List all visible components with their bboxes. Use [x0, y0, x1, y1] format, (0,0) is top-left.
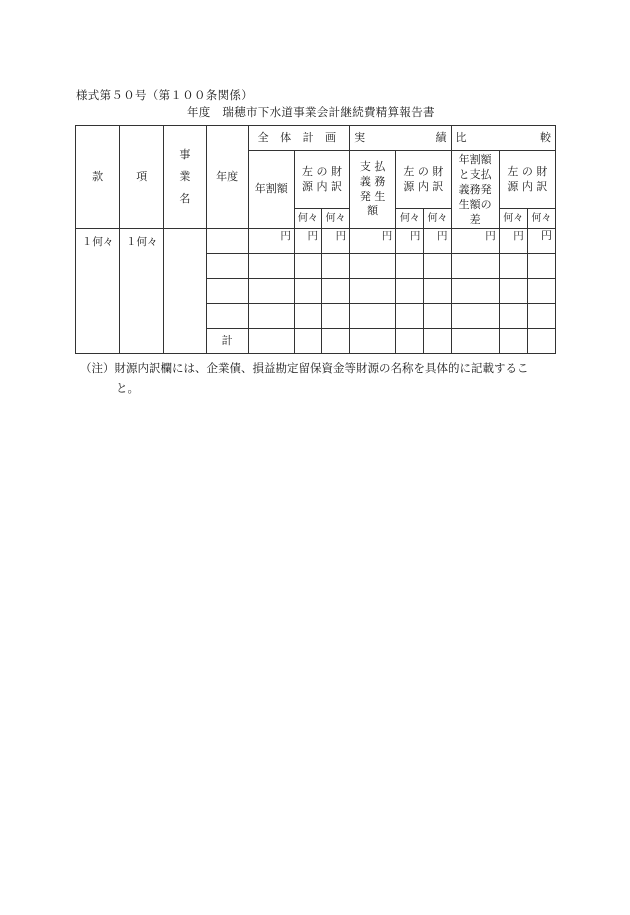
yen-unit: 円	[424, 229, 451, 254]
footnote-line-2: と。	[116, 381, 139, 395]
group-plan-header: 全 体 計 画	[248, 126, 349, 151]
footnote	[80, 358, 560, 398]
col-kou-header: 項	[120, 126, 164, 229]
form-number: 様式第５０号（第１００条関係）	[76, 88, 253, 102]
row-kou: １何々	[120, 229, 164, 354]
plan-sub-1: 何々	[294, 209, 321, 229]
yen-unit: 円	[350, 229, 396, 254]
table-row	[76, 229, 556, 254]
plan-annual-header: 年割額	[248, 151, 294, 229]
col-kan-header: 款	[76, 126, 120, 229]
yen-unit: 円	[451, 229, 499, 254]
settlement-report-table	[75, 125, 556, 354]
actual-obligation-header: 支 払 義 務 発 生 額	[350, 151, 396, 229]
group-compare-header: 比 較	[451, 126, 556, 151]
total-label: 計	[206, 329, 248, 354]
actual-sub-2: 何々	[424, 209, 451, 229]
jigyo-char-3: 名	[179, 192, 191, 205]
yen-unit: 円	[294, 229, 321, 254]
jigyo-char-1: 事	[179, 148, 191, 161]
compare-sub-1: 何々	[499, 209, 527, 229]
yen-unit: 円	[248, 229, 294, 254]
group-actual-header: 実 績	[350, 126, 451, 151]
col-jigyo-header	[164, 126, 206, 229]
row-jigyo	[164, 229, 206, 354]
col-nendo-header: 年度	[206, 126, 248, 229]
footnote-line-1: （注）財源内訳欄には、企業債、損益勘定留保資金等財源の名称を具体的に記載するこ	[80, 361, 529, 375]
jigyo-char-2: 業	[179, 170, 191, 183]
row-kan: １何々	[76, 229, 120, 354]
compare-diff-header: 年割額と支払義務発生額の差	[451, 151, 499, 229]
plan-funding-header: 左 の 財 源 内 訳	[294, 151, 349, 209]
compare-sub-2: 何々	[527, 209, 555, 229]
yen-unit: 円	[321, 229, 349, 254]
actual-sub-1: 何々	[396, 209, 424, 229]
plan-sub-2: 何々	[321, 209, 349, 229]
compare-funding-header: 左 の 財 源 内 訳	[499, 151, 555, 209]
actual-funding-header: 左 の 財 源 内 訳	[396, 151, 451, 209]
yen-unit: 円	[499, 229, 527, 254]
yen-unit: 円	[396, 229, 424, 254]
row-nendo	[206, 229, 248, 254]
report-title: 年度 瑞穂市下水道事業会計継続費精算報告書	[187, 105, 435, 119]
yen-unit: 円	[527, 229, 555, 254]
